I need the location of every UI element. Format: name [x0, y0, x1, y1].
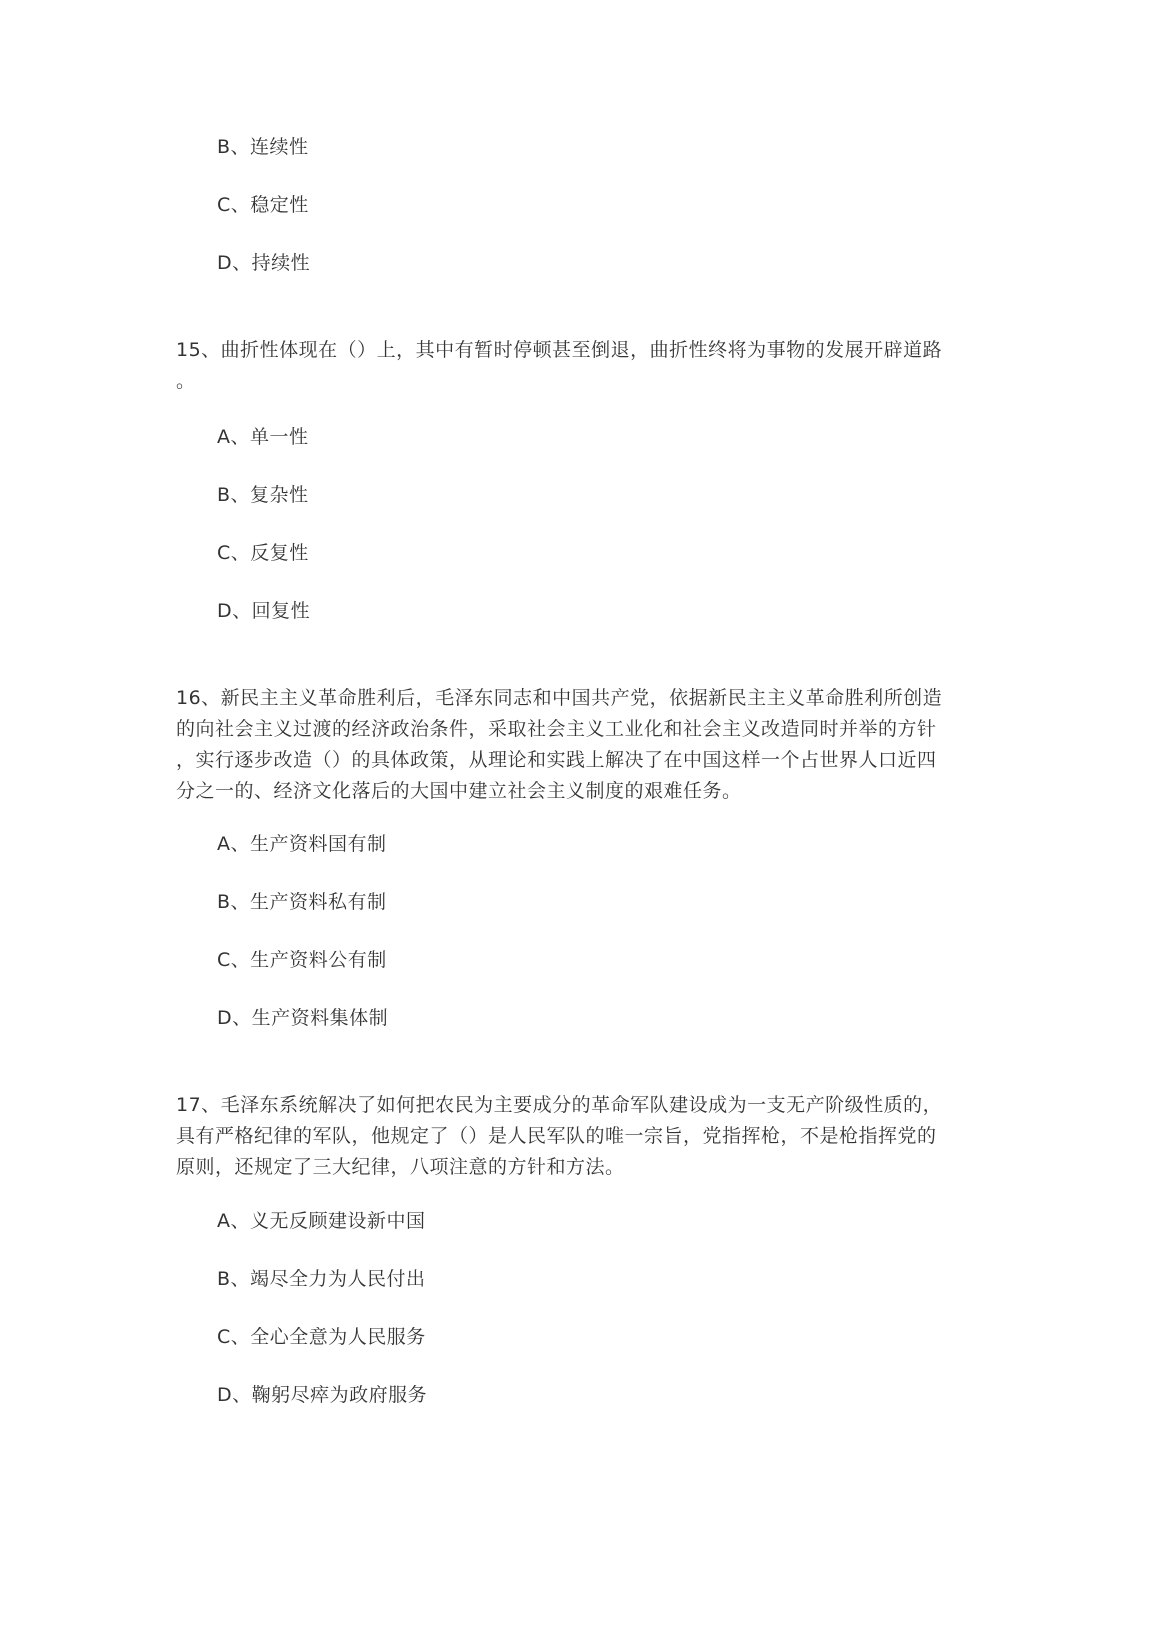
- option-c: C、全心全意为人民服务: [217, 1326, 426, 1348]
- option-b: B、连续性: [217, 136, 309, 158]
- option-a: A、义无反顾建设新中国: [217, 1210, 426, 1232]
- question-line: 。: [176, 370, 196, 392]
- question-15: [176, 335, 966, 397]
- question-line: 的向社会主义过渡的经济政治条件，采取社会主义工业化和社会主义改造同时并举的方针: [176, 718, 937, 740]
- question-line: 原则，还规定了三大纪律，八项注意的方针和方法。: [176, 1156, 625, 1178]
- option-b: B、复杂性: [217, 484, 309, 506]
- question-16: [176, 683, 966, 807]
- option-b: B、生产资料私有制: [217, 891, 387, 913]
- question-line: 16、新民主主义革命胜利后，毛泽东同志和中国共产党，依据新民主主义革命胜利所创造: [176, 687, 943, 709]
- option-c: C、生产资料公有制: [217, 949, 387, 971]
- question-17: [176, 1090, 966, 1183]
- option-a: A、单一性: [217, 426, 309, 448]
- question-line: 15、曲折性体现在（）上，其中有暂时停顿甚至倒退，曲折性终将为事物的发展开辟道路: [176, 339, 943, 361]
- option-b: B、竭尽全力为人民付出: [217, 1268, 426, 1290]
- question-line: 17、毛泽东系统解决了如何把农民为主要成分的革命军队建设成为一支无产阶级性质的，: [176, 1094, 943, 1116]
- option-d: D、持续性: [217, 252, 311, 274]
- option-a: A、生产资料国有制: [217, 833, 387, 855]
- question-line: 具有严格纪律的军队，他规定了（）是人民军队的唯一宗旨，党指挥枪，不是枪指挥党的: [176, 1125, 937, 1147]
- option-d: D、生产资料集体制: [217, 1007, 389, 1029]
- option-d: D、回复性: [217, 600, 311, 622]
- option-d: D、鞠躬尽瘁为政府服务: [217, 1384, 428, 1406]
- option-c: C、稳定性: [217, 194, 309, 216]
- option-c: C、反复性: [217, 542, 309, 564]
- question-line: ，实行逐步改造（）的具体政策，从理论和实践上解决了在中国这样一个占世界人口近四: [176, 749, 937, 771]
- question-line: 分之一的、经济文化落后的大国中建立社会主义制度的艰难任务。: [176, 780, 742, 802]
